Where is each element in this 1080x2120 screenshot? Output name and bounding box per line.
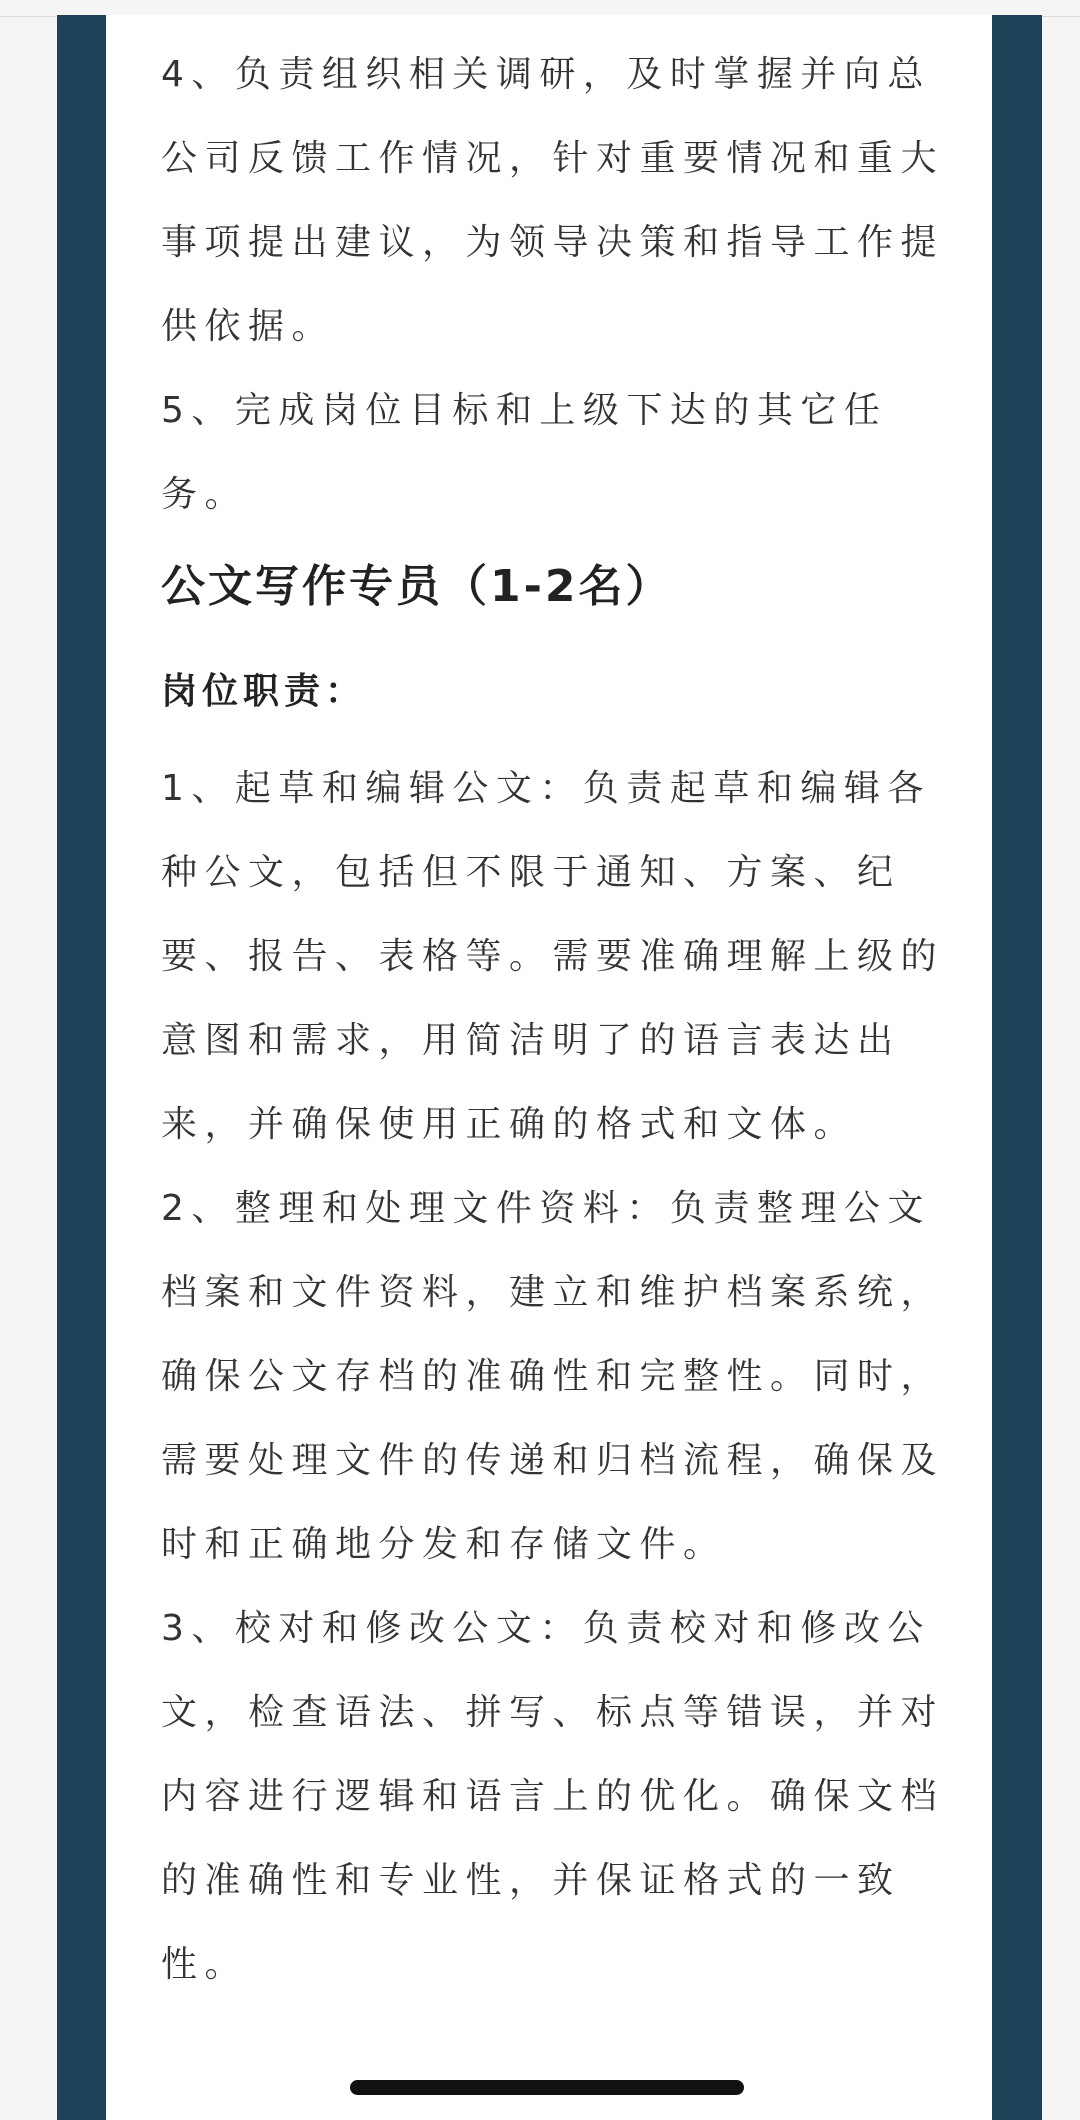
responsibility-item-1: 1、起草和编辑公文：负责起草和编辑各种公文，包括但不限于通知、方案、纪要、报告、表格等。需要准确理解上级的意图和需求，用简洁明了的语言表达出来，并确保使用正确的格式和文体。 [161, 768, 945, 1145]
article-content[interactable] [106, 15, 992, 2120]
responsibility-item-3: 3、校对和修改公文：负责校对和修改公文，检查语法、拼写、标点等错误，并对内容进行逻辑和语言上的优化。确保文档的准确性和专业性，并保证格式的一致性。 [161, 1608, 945, 1985]
article-text-column [161, 33, 949, 2007]
responsibility-item-2: 2、整理和处理文件资料：负责整理公文档案和文件资料，建立和维护档案系统，确保公文存档的准确性和完整性。同时，需要处理文件的传递和归档流程，确保及时和正确地分发和存储文件。 [161, 1188, 945, 1565]
duty-item-5: 5、完成岗位目标和上级下达的其它任务。 [161, 390, 888, 515]
responsibilities-label: 岗位职责： [161, 671, 367, 712]
duty-item-4: 4、负责组织相关调研，及时掌握并向总公司反馈工作情况，针对重要情况和重大事项提出建议，为领导决策和指导工作提供依据。 [161, 54, 945, 347]
position-title: 公文写作专员（1-2名） [161, 561, 673, 612]
home-indicator[interactable] [350, 2080, 744, 2095]
